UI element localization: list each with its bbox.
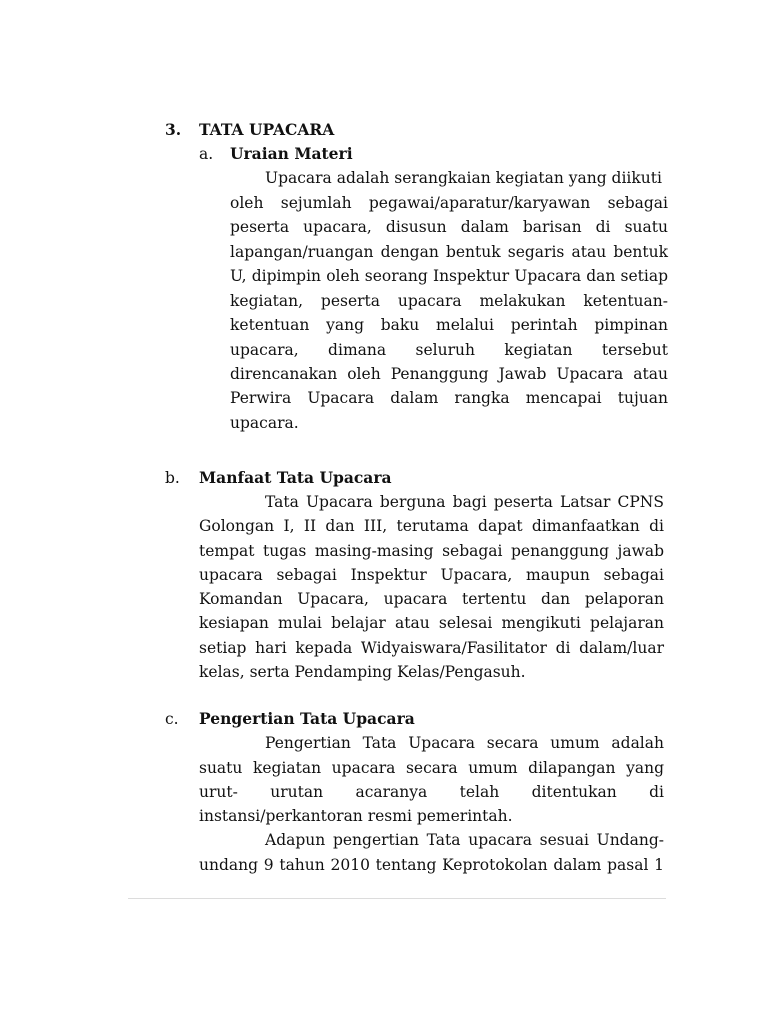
paragraph-a-line: U, dipimpin oleh seorang Inspektur Upacara dan setiap bbox=[230, 267, 668, 285]
section-number: 3. bbox=[165, 120, 182, 139]
page-bottom-divider bbox=[128, 898, 666, 899]
paragraph-b-line: Komandan Upacara, upacara tertentu dan pelaporan bbox=[199, 590, 664, 608]
paragraph-a-line: kegiatan, peserta upacara melakukan ketentuan- bbox=[230, 292, 668, 310]
paragraph-b-line: tempat tugas masing-masing sebagai penanggung jawab bbox=[199, 542, 664, 560]
paragraph-c-line: undang 9 tahun 2010 tentang Keprotokolan dalam pasal 1 bbox=[199, 856, 664, 874]
paragraph-b-line: upacara sebagai Inspektur Upacara, maupun sebagai bbox=[199, 566, 664, 584]
subsection-a-title: Uraian Materi bbox=[230, 144, 353, 163]
paragraph-a-line: Perwira Upacara dalam rangka mencapai tujuan bbox=[230, 389, 668, 407]
paragraph-c-line: suatu kegiatan upacara secara umum dilapangan yang bbox=[199, 759, 664, 777]
paragraph-b-line: Tata Upacara berguna bagi peserta Latsar CPNS bbox=[265, 493, 664, 511]
paragraph-b-line: setiap hari kepada Widyaiswara/Fasilitator di dalam/luar bbox=[199, 639, 664, 657]
paragraph-c-line: instansi/perkantoran resmi pemerintah. bbox=[199, 807, 513, 825]
subsection-b-title: Manfaat Tata Upacara bbox=[199, 468, 392, 487]
subsection-b-letter: b. bbox=[165, 469, 180, 487]
paragraph-b-line: Golongan I, II dan III, terutama dapat dimanfaatkan di bbox=[199, 517, 664, 535]
paragraph-c-line: urut- urutan acaranya telah ditentukan di bbox=[199, 783, 664, 801]
paragraph-a-line: direncanakan oleh Penanggung Jawab Upacara atau bbox=[230, 365, 668, 383]
paragraph-c-line: Pengertian Tata Upacara secara umum adalah bbox=[265, 734, 664, 752]
paragraph-a-line: ketentuan yang baku melalui perintah pimpinan bbox=[230, 316, 668, 334]
subsection-a-letter: a. bbox=[199, 145, 214, 163]
paragraph-a-line: Upacara adalah serangkaian kegiatan yang diikuti bbox=[265, 169, 662, 187]
paragraph-a-line: peserta upacara, disusun dalam barisan di suatu bbox=[230, 218, 668, 236]
paragraph-a-line: lapangan/ruangan dengan bentuk segaris atau bentuk bbox=[230, 243, 668, 261]
paragraph-a-line: upacara. bbox=[230, 414, 299, 432]
section-title: TATA UPACARA bbox=[199, 120, 335, 139]
subsection-c-letter: c. bbox=[165, 710, 179, 728]
paragraph-a-line: upacara, dimana seluruh kegiatan tersebut bbox=[230, 341, 668, 359]
paragraph-a-line: oleh sejumlah pegawai/aparatur/karyawan sebagai bbox=[230, 194, 668, 212]
paragraph-b-line: kelas, serta Pendamping Kelas/Pengasuh. bbox=[199, 663, 526, 681]
paragraph-b-line: kesiapan mulai belajar atau selesai mengikuti pelajaran bbox=[199, 614, 664, 632]
subsection-c-title: Pengertian Tata Upacara bbox=[199, 709, 415, 728]
paragraph-c-line: Adapun pengertian Tata upacara sesuai Undang- bbox=[265, 831, 664, 849]
